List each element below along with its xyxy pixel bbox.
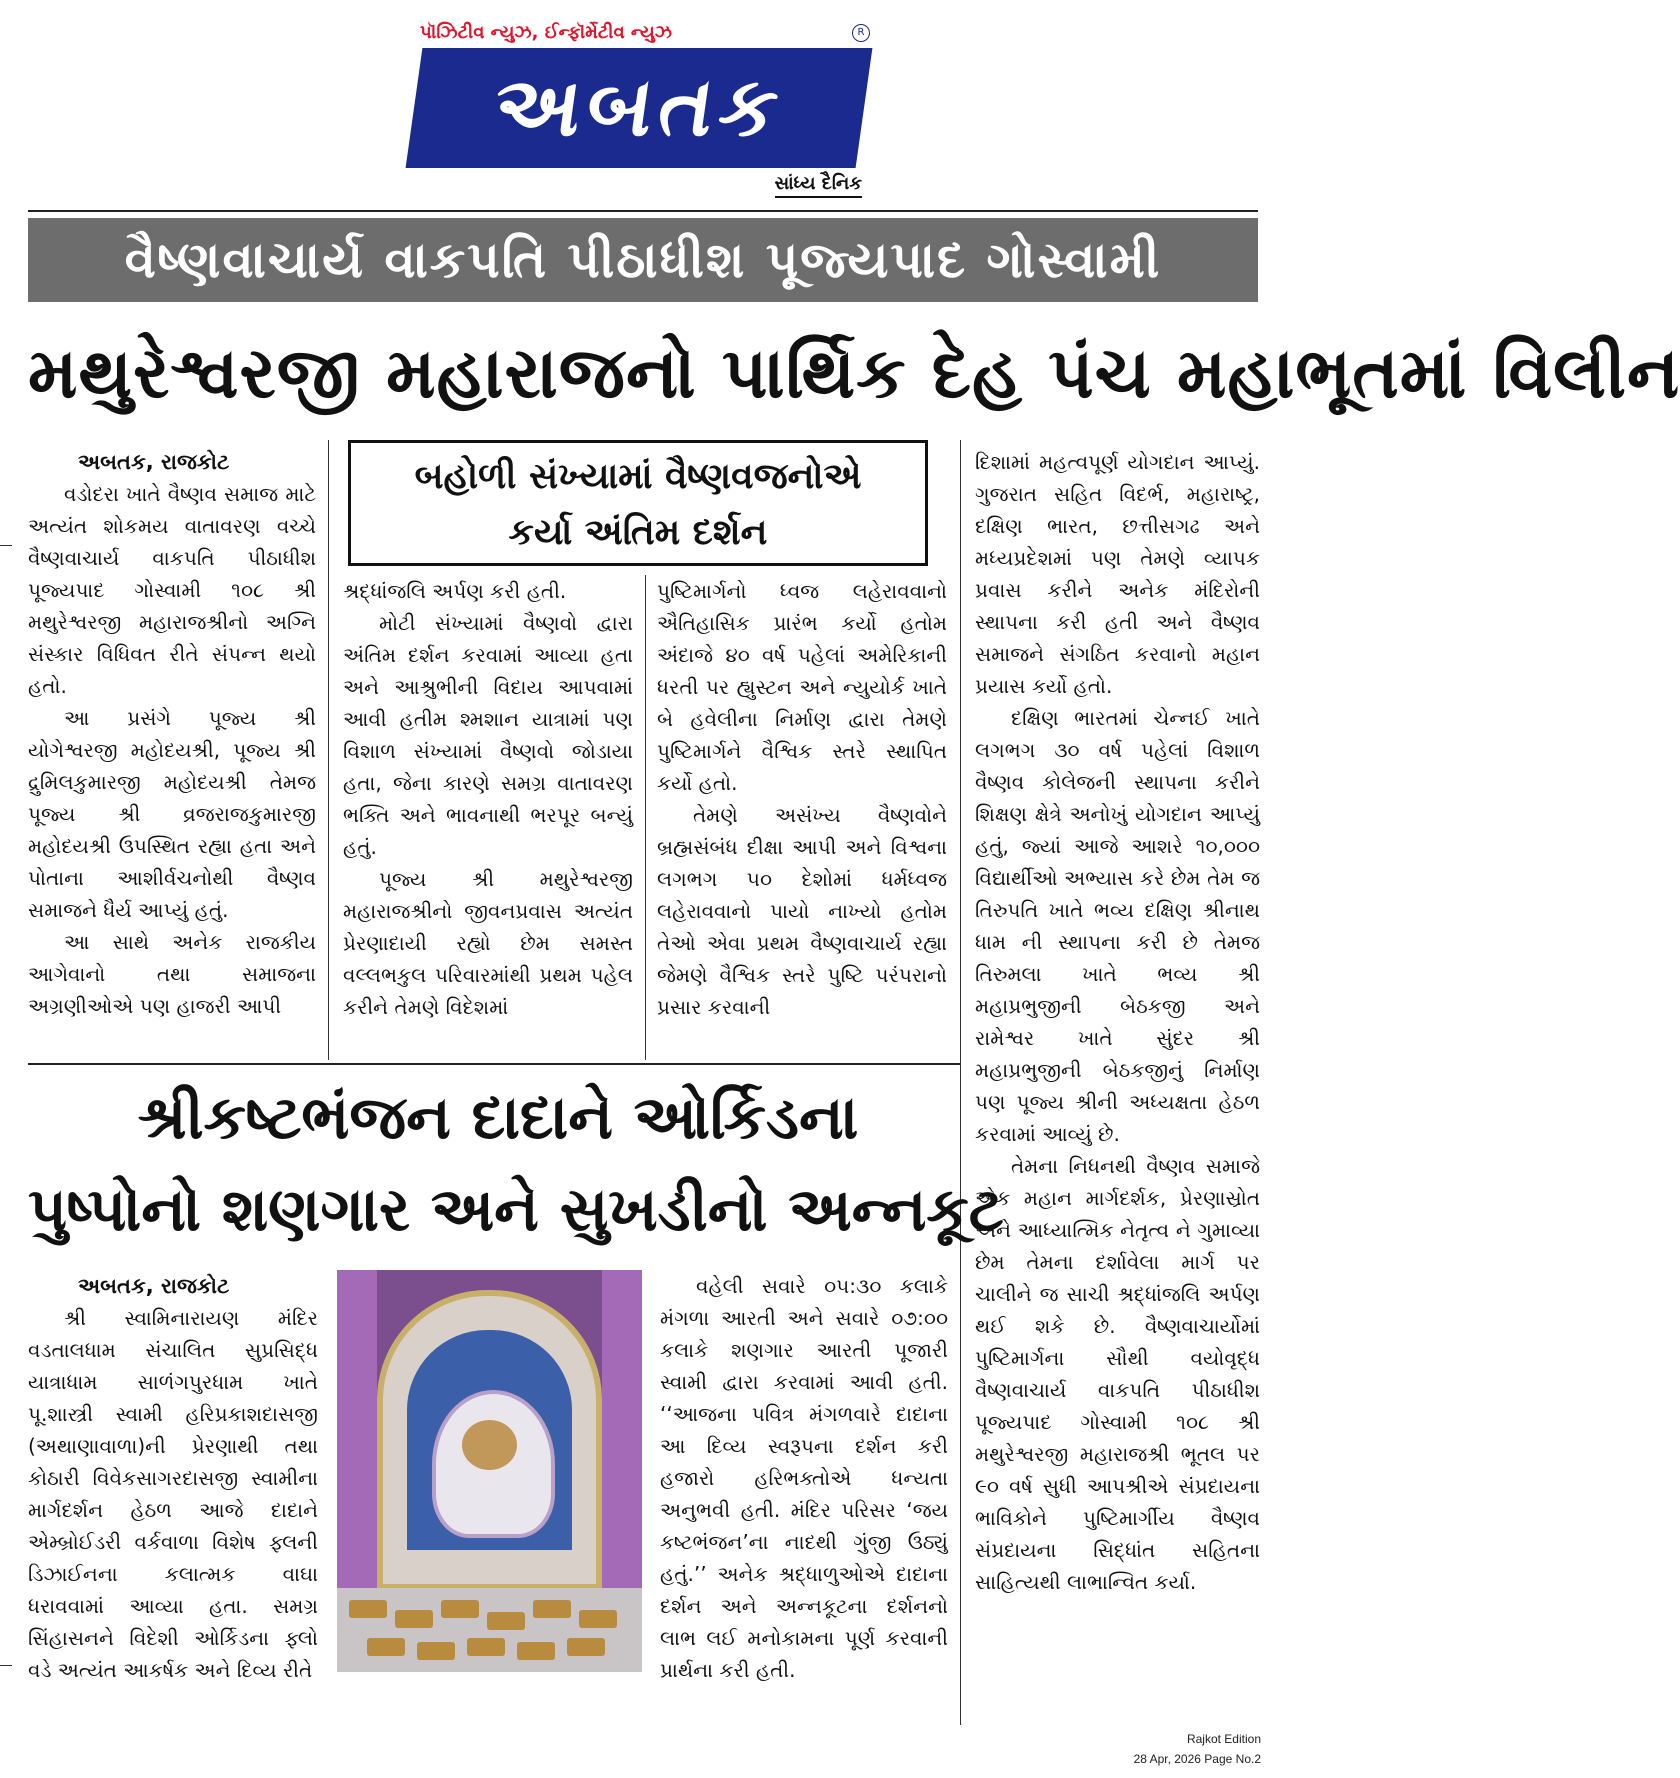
story1-column-4 (975, 446, 1260, 1598)
paragraph: વહેલી સવારે ૦૫:૩૦ કલાકે મંગળા આરતી અને સવારે ૦૭:૦૦ કલાકે શણગાર આરતી પૂજારી સ્વામી દ્વારા કરવામાં આવી હતી. ‘‘આજના પવિત્ર મંગળવારે દાદાના આ દિવ્ય સ્વરૂપના દર્શન કરી હજારો હરિભક્તોએ ધન્યતા અનુભવી હતી. મંદિર પરિસર ‘જય કષ્ટભંજન’ના નાદથી ગુંજી ઉઠ્યું હતું.’’ અનેક શ્રદ્ધાળુઓએ દાદાના દર્શન અને અન્નકૂટના દર્શનનો લાભ લઈ મનોકામના પૂર્ણ કરવાની પ્રાર્થના કરી હતી. (660, 1274, 948, 1682)
margin-crop-mark (0, 545, 12, 546)
story1-column-1 (28, 446, 316, 1022)
story1-headline: મથુરેશ્વરજી મહારાજનો પાર્થિક દેહ પંચ મહાભૂતમાં વિલીન (28, 332, 1680, 414)
sukhadi-plate (487, 1612, 525, 1630)
story1-kicker-banner: વૈષ્ણવાચાર્ય વાકપતિ પીઠાધીશ પૂજ્યપાદ ગોસ્વામી (28, 218, 1258, 302)
registered-mark-icon: R (852, 24, 870, 42)
story2-column-1 (28, 1270, 318, 1686)
sukhadi-plate (395, 1610, 433, 1628)
edition-date-page: 28 Apr, 2026 Page No.2 (1133, 1752, 1261, 1766)
paragraph: દક્ષિણ ભારતમાં ચેન્નઈ ખાતે લગભગ ૩૦ વર્ષ પહેલાં વિશાળ વૈષ્ણવ કોલેજની સ્થાપના કરીને શિક્ષણ ક્ષેત્રે અનોખું યોગદાન આપ્યું હતું, જ્યાં આજે આશરે ૧૦,૦૦૦ વિદ્યાર્થીઓ અભ્યાસ કરે છેમ તેમ જ તિરુપતિ ખાતે ભવ્ય દક્ષિણ શ્રીનાથ ધામ ની સ્થાપના કરી છે તેમજ તિરુમલા ખાતે ભવ્ય શ્રી મહાપ્રભુજીની બેઠકજી અને રામેશ્વર ખાતે સુંદર શ્રી મહાપ્રભુજીની બેઠકજીનું નિર્માણ પણ પૂજ્ય શ્રીની અધ્યક્ષતા હેઠળ કરવામાં આવ્યું છે. (975, 706, 1260, 1146)
masthead-subtitle: સાંધ્ય દૈનિક (775, 173, 862, 198)
edition-label: Rajkot Edition (1186, 1732, 1261, 1746)
story1-column-2 (343, 575, 633, 1023)
paragraph: પુષ્ટિમાર્ગનો ધ્વજ લહેરાવવાનો ઐતિહાસિક પ્રારંભ કર્યો હતોમ અંદાજે ૪૦ વર્ષ પહેલાં અમેરિકાની ધરતી પર હ્યુસ્ટન અને ન્યુયોર્ક ખાતે બે હવેલીના નિર્માણ દ્વારા તેમણે પુષ્ટિમાર્ગને વૈશ્વિક સ્તરે સ્થાપિત કર્યો હતો. (657, 579, 947, 795)
orchid-decoration (337, 1270, 377, 1600)
story2-headline-line1: શ્રીકષ્ટભંજન દાદાને ઓર્કિડના (137, 1083, 859, 1153)
story1-dateline: અબતક, રાજકોટ (78, 450, 230, 474)
column-divider (328, 440, 329, 1060)
tagline: પૉઝિટીવ ન્યુઝ, ઈન્ફૉર્મેટીવ ન્યુઝ (420, 22, 672, 43)
masthead (410, 18, 870, 203)
story1-column-3 (657, 575, 947, 1023)
story1-subhead-line1: બહોળી સંખ્યામાં વૈષ્ણવજનોએ (414, 456, 862, 497)
sukhadi-plate (533, 1600, 571, 1618)
story1-subhead-line2: કર્યા અંતિમ દર્શન (508, 512, 768, 553)
sukhadi-plate (367, 1638, 405, 1656)
temple-deity-photo (337, 1270, 642, 1672)
sukhadi-plate (349, 1600, 387, 1618)
paragraph: દિશામાં મહત્વપૂર્ણ યોગદાન આપ્યું. ગુજરાત સહિત વિદર્ભ, મહારાષ્ટ્ર, દક્ષિણ ભારત, છત્તીસગઢ અને મધ્યપ્રદેશમાં પણ તેમણે વ્યાપક પ્રવાસ કરીને અનેક મંદિરોની સ્થાપના કરી હતી અને વૈષ્ણવ સમાજને સંગઠિત કરવાનો મહાન પ્રયાસ કર્યો હતો. (975, 450, 1260, 698)
paragraph: પૂજ્ય શ્રી મથુરેશ્વરજી મહારાજશ્રીનો જીવનપ્રવાસ અત્યંત પ્રેરણાદાયી રહ્યો છેમ સમસ્ત વલ્લભકુલ પરિવારમાંથી પ્રથમ પહેલ કરીને તેમણે વિદેશમાં (343, 867, 633, 1019)
story2-headline-line2: પુષ્પોનો શણગાર અને સુખડીનો અન્નકૂટ (28, 1175, 1004, 1245)
sukhadi-plate (517, 1642, 555, 1660)
margin-crop-mark (0, 1665, 12, 1666)
paragraph: તેમણે અસંખ્ય વૈષ્ણવોને બ્રહ્મસંબંધ દીક્ષા આપી અને વિશ્વના લગભગ ૫૦ દેશોમાં ધર્મધ્વજ લહેરાવવાનો પાયો નાખ્યો હતોમ તેઓ એવા પ્રથમ વૈષ્ણવાચાર્ય રહ્યા જેમણે વૈશ્વિક સ્તરે પુષ્ટિ પરંપરાનો પ્રસાર કરવાની (657, 803, 947, 1019)
story2-dateline: અબતક, રાજકોટ (78, 1274, 230, 1298)
sukhadi-plate (579, 1610, 617, 1628)
sukhadi-plate (567, 1638, 605, 1656)
paragraph: શ્રી સ્વામિનારાયણ મંદિર વડતાલધામ સંચાલિત સુપ્રસિદ્ધ યાત્રાધામ સાળંગપુરધામ ખાતે પૂ.શાસ્ત્રી સ્વામી હરિપ્રકાશદાસજી (અથાણાવાળા)ની પ્રેરણાથી તથા કોઠારી વિવેકસાગરદાસજી સ્વામીના માર્ગદર્શન હેઠળ આજે દાદાને એમ્બ્રોઈડરી વર્કવાળા વિશેષ ફ્લની ડિઝાઈનના કલાત્મક વાઘા ધરાવવામાં આવ્યા હતા. સમગ્ર સિંહાસનને વિદેશી ઓર્કિડના ફ્લો વડે અત્યંત આકર્ષક અને દિવ્ય રીતે (28, 1306, 318, 1682)
story2-column-3 (660, 1270, 948, 1686)
paragraph: આ પ્રસંગે પૂજ્ય શ્રી યોગેશ્વરજી મહોદયશ્રી, પૂજ્ય શ્રી દ્રુમિલકુમારજી મહોદયશ્રી તેમજ પૂજ્ય શ્રી વ્રજરાજકુમારજી મહોદયશ્રી ઉપસ્થિત રહ્યા હતા અને પોતાના આશીર્વચનોથી વૈષ્ણવ સમાજને ધૈર્ય આપ્યું હતું. (28, 706, 316, 922)
paragraph: શ્રદ્ધાંજલિ અર્પણ કરી હતી. (343, 579, 567, 603)
paragraph: વડોદરા ખાતે વૈષ્ણવ સમાજ માટે અત્યંત શોકમય વાતાવરણ વચ્ચે વૈષ્ણવાચાર્ય વાકપતિ પીઠાધીશ પૂજ્યપાદ ગોસ્વામી ૧૦૮ શ્રી મથુરેશ્વરજી મહારાજશ્રીનો અગ્નિ સંસ્કાર વિધિવત રીતે સંપન્ન થયો હતો. (28, 482, 316, 698)
sukhadi-plate (441, 1600, 479, 1618)
paragraph: મોટી સંખ્યામાં વૈષ્ણવો દ્વારા અંતિમ દર્શન કરવામાં આવ્યા હતા અને આશ્રુભીની વિદાય આપવામાં આવી હતીમ શ્મશાન યાત્રામાં પણ વિશાળ સંખ્યામાં વૈષ્ણવો જોડાયા હતા, જેના કારણે સમગ્ર વાતાવરણ ભક્તિ અને ભાવનાથી ભરપૂર બન્યું હતું. (343, 611, 633, 859)
sukhadi-plate (467, 1638, 505, 1656)
newspaper-logo: અબતક (406, 48, 873, 168)
story1-subhead-box (348, 440, 928, 566)
column-divider (645, 575, 646, 1060)
orchid-decoration (602, 1270, 642, 1600)
paragraph: તેમના નિધનથી વૈષ્ણવ સમાજે એક મહાન માર્ગદર્શક, પ્રેરણાસ્રોત અને આધ્યાત્મિક નેતૃત્વ ને ગુમાવ્યા છેમ તેમના દર્શાવેલા માર્ગ પર ચાલીને જ સાચી શ્રદ્ધાંજલિ અર્પણ થઈ શકે છે. વૈષ્ણવાચાર્યોમાં પુષ્ટિમાર્ગના સૌથી વયોવૃદ્ધ વૈષ્ણવાચાર્ય વાકપતિ પીઠાધીશ પૂજ્યપાદ ગોસ્વામી ૧૦૮ શ્રી મથુરેશ્વરજી મહારાજશ્રી ભૂતલ પર ૯૦ વર્ષ સુધી આપશ્રીએ સંપ્રદાયના ભાવિકોને પુષ્ટિમાર્ગીય વૈષ્ણવ સંપ્રદાયના સિદ્ધાંત સહિતના સાહિત્યથી લાભાન્વિત કર્યા. (975, 1154, 1260, 1594)
paragraph: આ સાથે અનેક રાજકીય આગેવાનો તથા સમાજના અગ્રણીઓએ પણ હાજરી આપી (28, 930, 316, 1018)
story-divider (28, 1063, 960, 1065)
deity-face (462, 1420, 517, 1470)
sukhadi-plate (417, 1642, 455, 1660)
masthead-divider (28, 210, 1258, 212)
